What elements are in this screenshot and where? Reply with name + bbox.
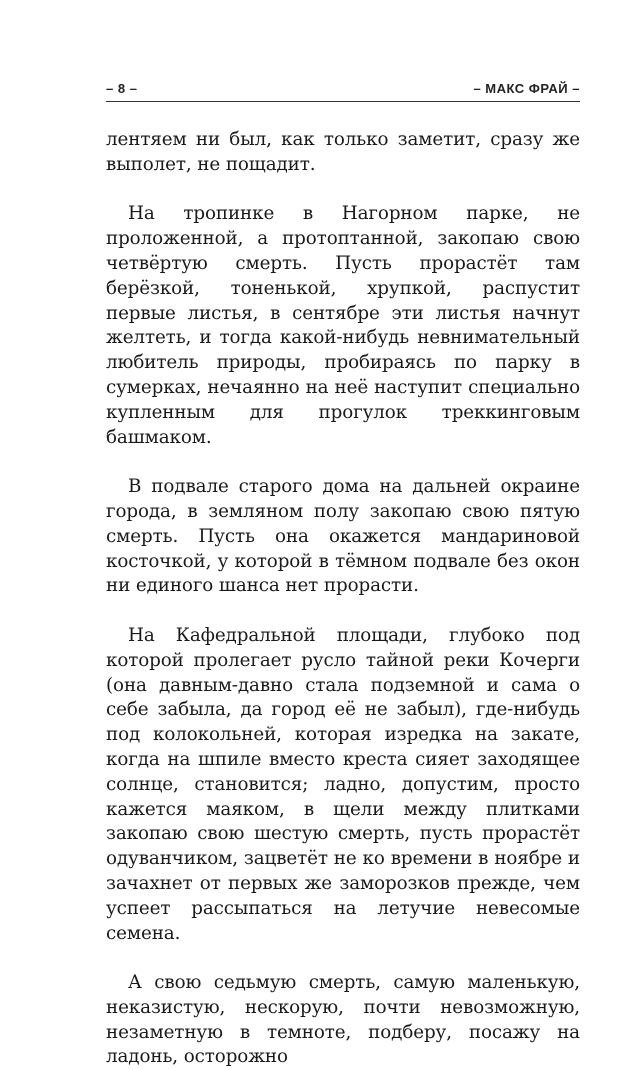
header-dash: – [106,81,114,96]
header-dash: – [572,81,580,96]
author-block [473,79,580,99]
running-header [106,79,580,99]
body-text [106,128,580,1070]
header-rule [106,101,580,102]
paragraph-gap [106,599,580,624]
page-number: 8 [117,81,126,96]
header-dash: – [129,81,138,96]
paragraph-4: На Кафедральной площади, глубоко под которой пролегает русло тайной реки Кочерги (она давным-давно стала подземной и сама о себе забыла, да город её не забыл), где-нибудь под колокольней, которая изредка на закате, когда на шпиле вместо креста сияет заходящее солнце, становится; ладно, допустим, просто кажется маяком, в щели между плитками закопаю свою шестую смерть, пусть прорастёт одуванчиком, зацветёт не ко времени в ноябре и зачахнет от первых же заморозков прежде, чем успеет рассыпаться на летучие невесомые семена. [106,624,580,944]
paragraph-2: На тропинке в Нагорном парке, не проложенной, а протоптанной, закопаю свою четвёртую смерть. Пусть прорастёт там берёзкой, тоненькой, хрупкой, распустит первые листья, в сентябре эти листья начнут желтеть, и тогда какой-нибудь невнимательный любитель природы, пробираясь по парку в сумерках, нечаянно на неё наступит специально купленным для прогулок треккинговым башмаком. [106,203,580,448]
paragraph-1: лентяем ни был, как только заметит, сразу же выполет, не пощадит. [106,129,580,175]
paragraph-5: А свою седьмую смерть, самую маленькую, неказистую, нескорую, почти невозможную, незаметную в темноте, подберу, посажу на ладонь, осторожно [106,972,580,1068]
paragraph-3: В подвале старого дома на дальней окраине города, в земляном полу закопаю свою пятую смерть. Пусть она окажется мандариновой косточкой, у которой в тёмном подвале без окон ни единого шанса нет прорасти. [106,476,580,597]
paragraph-gap [106,450,580,475]
page-number-block [106,79,137,99]
paragraph-gap [106,946,580,971]
paragraph-gap [106,178,580,203]
author-name: МАКС ФРАЙ [485,81,569,96]
header-dash: – [473,81,482,96]
